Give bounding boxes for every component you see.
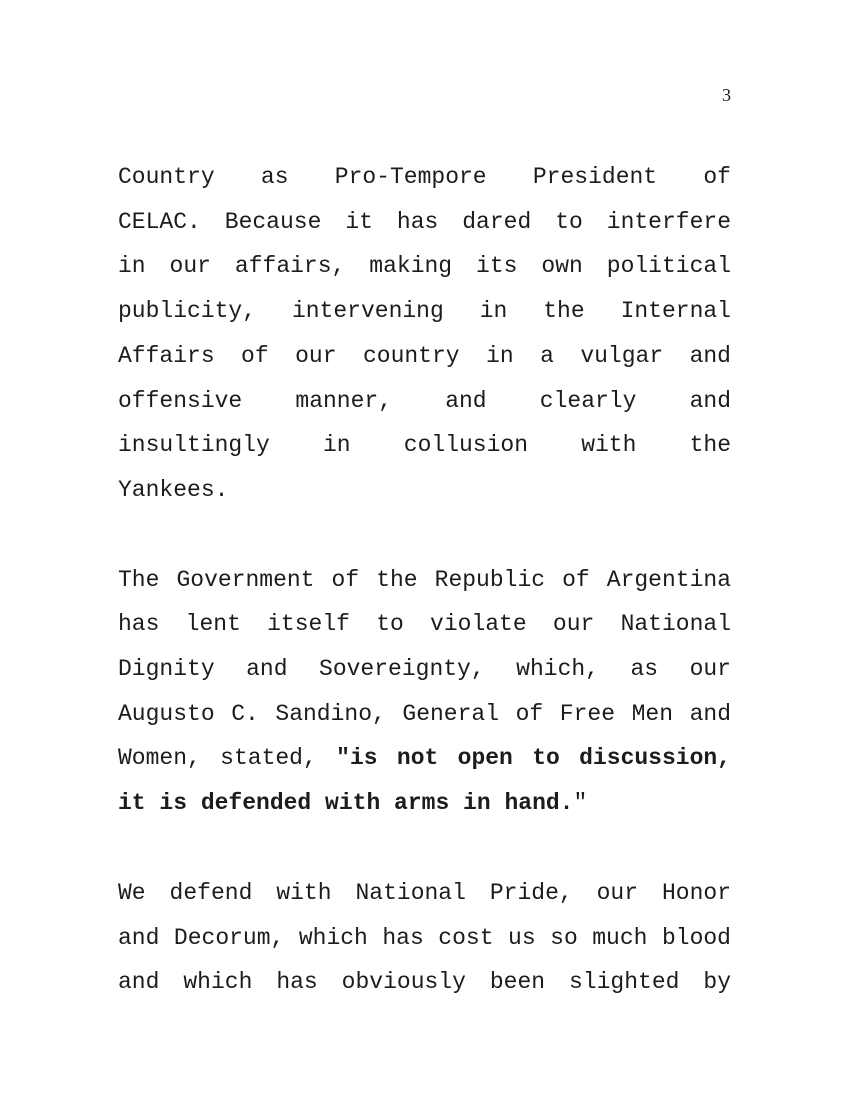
text-line [118, 781, 731, 826]
paragraph [118, 871, 731, 1005]
text-line [118, 692, 731, 737]
text-line [118, 647, 731, 692]
text-segment: We defend with National Pride, our Honor [118, 879, 731, 906]
text-segment: and Decorum, which has cost us so much blood [118, 924, 731, 951]
text-segment: Affairs of our country in a vulgar and [118, 342, 731, 369]
page-number: 3 [722, 85, 731, 105]
text-line [118, 871, 731, 916]
text-segment: insultingly in collusion with the [118, 432, 731, 459]
text-segment: CELAC. Because it has dared to interfere [118, 208, 731, 235]
text-segment: Country as Pro-Tempore President of [118, 164, 731, 190]
text-line [118, 736, 731, 781]
text-segment: in our affairs, making its own political [118, 253, 731, 280]
text-line [118, 244, 731, 289]
text-line [118, 155, 731, 200]
text-line [118, 200, 731, 245]
text-segment: has lent itself to violate our National [118, 611, 731, 638]
bold-text-segment: "is not open to discussion, [336, 745, 731, 772]
text-segment: publicity, intervening in the Internal [118, 298, 731, 325]
text-line [118, 289, 731, 334]
text-segment: Yankees. [118, 476, 229, 503]
text-line [118, 960, 731, 1005]
text-line [118, 334, 731, 379]
paragraph [118, 558, 731, 826]
text-line [118, 602, 731, 647]
text-line [118, 379, 731, 424]
text-segment: offensive manner, and clearly and [118, 387, 731, 414]
text-line [118, 468, 731, 513]
bold-text-segment: it is defended with arms in hand. [118, 790, 574, 817]
document-body [118, 155, 731, 1050]
text-line [118, 423, 731, 468]
text-segment: Dignity and Sovereignty, which, as our [118, 656, 731, 683]
text-line [118, 916, 731, 961]
text-segment: Women, stated, [118, 745, 337, 772]
text-segment: Augusto C. Sandino, General of Free Men and [118, 700, 731, 727]
text-segment: " [573, 790, 588, 817]
text-segment: The Government of the Republic of Argentina [118, 566, 731, 593]
paragraph [118, 155, 731, 513]
text-segment: and which has obviously been slighted by [118, 969, 731, 996]
text-line [118, 558, 731, 603]
